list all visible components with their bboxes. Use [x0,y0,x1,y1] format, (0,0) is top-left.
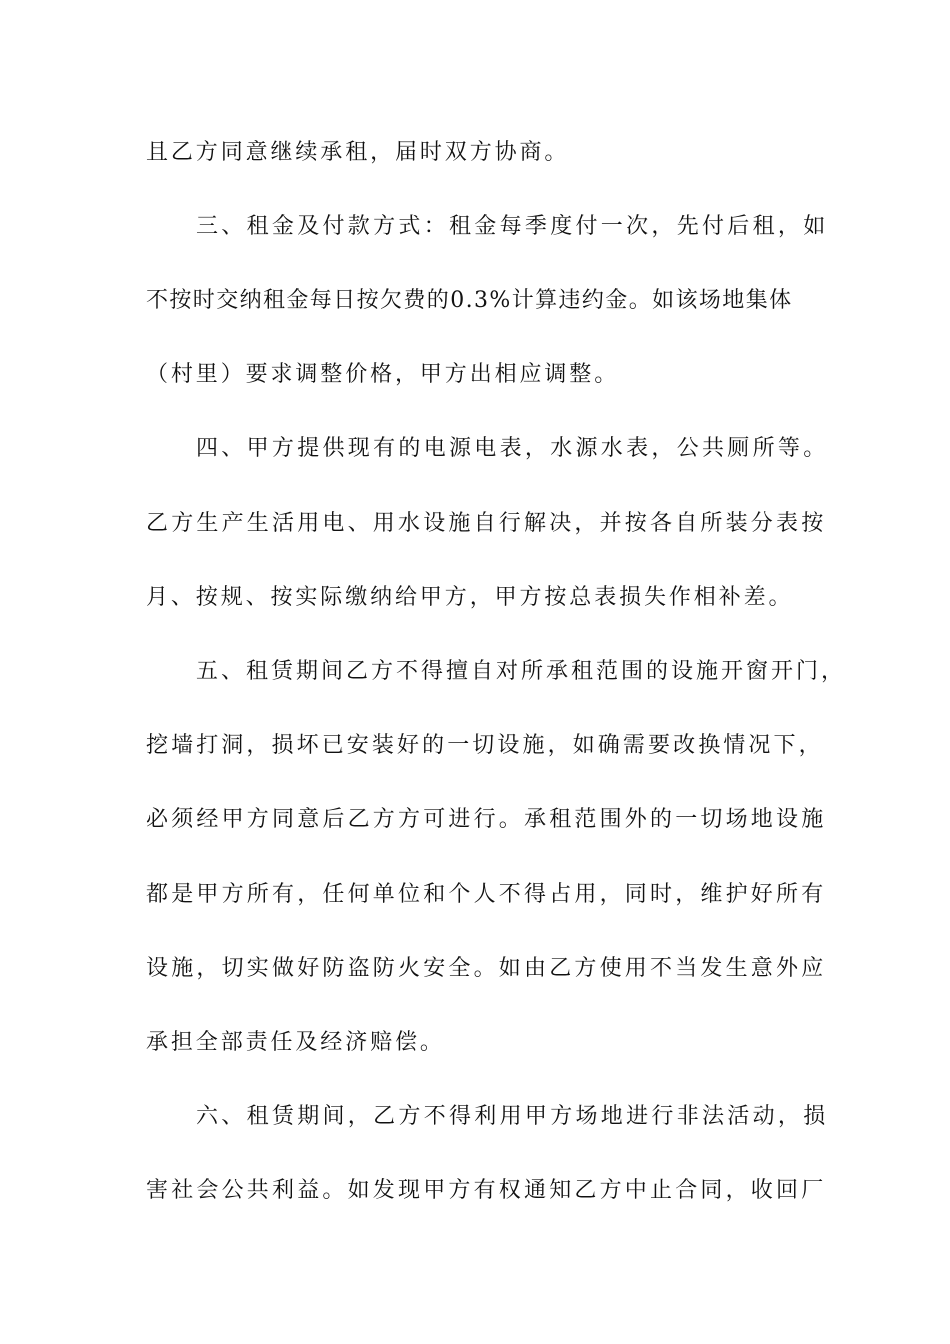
text-line: 三、租金及付款方式：租金每季度付一次，先付后租，如 [196,214,829,239]
text-line: 挖墙打洞，损坏已安装好的一切设施，如确需要改换情况下， [146,733,824,758]
text-line: 乙方生产生活用电、用水设施自行解决，并按各自所装分表按 [146,511,827,536]
text-line: 四、甲方提供现有的电源电表，水源水表，公共厕所等。 [196,436,829,461]
text-line: 设施，切实做好防盗防火安全。如由乙方使用不当发生意外应 [146,956,827,981]
text-line: 必须经甲方同意后乙方方可进行。承租范围外的一切场地设施 [146,807,827,832]
text-line: 都是甲方所有，任何单位和个人不得占用，同时，维护好所有 [146,882,827,907]
text-line: 害社会公共利益。如发现甲方有权通知乙方中止合同，收回厂 [146,1178,827,1203]
text-line: 且乙方同意继续承租，届时双方协商。 [146,140,570,165]
text-line: 不按时交纳租金每日按欠费的0.3%计算违约金。如该场地集体 [146,288,793,313]
text-line: （村里）要求调整价格，甲方出相应调整。 [146,362,620,387]
text-line: 月、按规、按实际缴纳给甲方，甲方按总表损失作相补差。 [146,585,794,610]
text-line: 五、租赁期间乙方不得擅自对所承租范围的设施开窗开门， [196,659,847,684]
text-line: 六、租赁期间，乙方不得利用甲方场地进行非法活动，损 [196,1104,829,1129]
text-line: 承担全部责任及经济赔偿。 [146,1030,445,1055]
